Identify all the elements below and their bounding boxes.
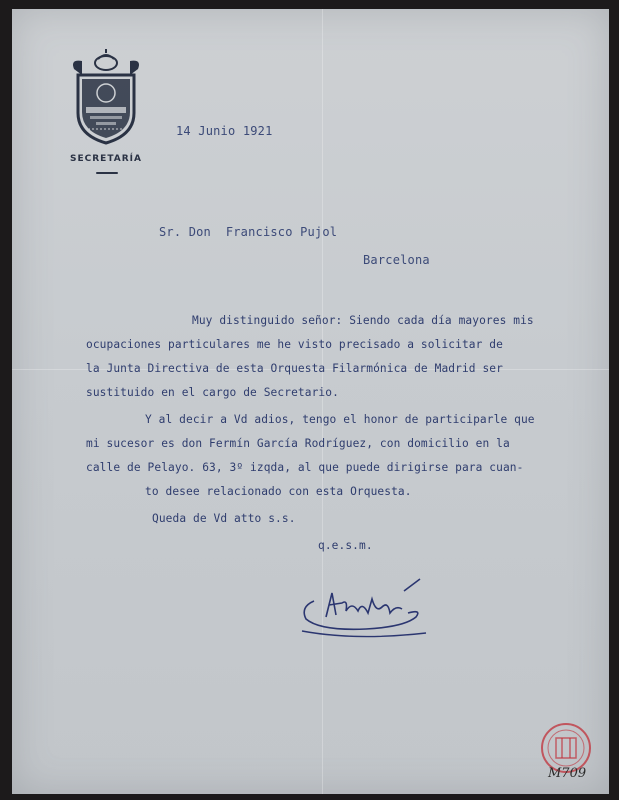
body-line: sustituido en el cargo de Secretario. [86,386,339,399]
body-line: la Junta Directiva de esta Orquesta Filarmónica de Madrid ser [86,362,503,375]
signature-image [296,577,428,639]
body-line: calle de Pelayo. 63, 3º izqda, al que puede dirigirse para cuan- [86,461,524,474]
body-line: Y al decir a Vd adios, tengo el honor de participarle que [145,413,535,426]
fold-crease [322,9,323,794]
closing-abbrev: q.e.s.m. [318,539,373,552]
recipient-city: Barcelona [363,253,430,267]
closing-line: Queda de Vd atto s.s. [152,512,296,525]
letterhead-department: SECRETARÍA [70,154,142,164]
body-line: mi sucesor es don Fermín García Rodríguez, con domicilio en la [86,437,510,450]
letter-sheet [12,9,609,794]
orchestra-crest-icon [68,49,144,145]
ornament-divider [96,172,118,174]
body-line: to desee relacionado con esta Orquesta. [145,485,412,498]
catalog-number: M709 [548,766,587,781]
body-line: ocupaciones particulares me he visto precisado a solicitar de [86,338,503,351]
recipient-name: Sr. Don Francisco Pujol [159,225,338,239]
body-line: Muy distinguido señor: Siendo cada día mayores mis [192,314,534,327]
letter-date: 14 Junio 1921 [176,124,273,138]
